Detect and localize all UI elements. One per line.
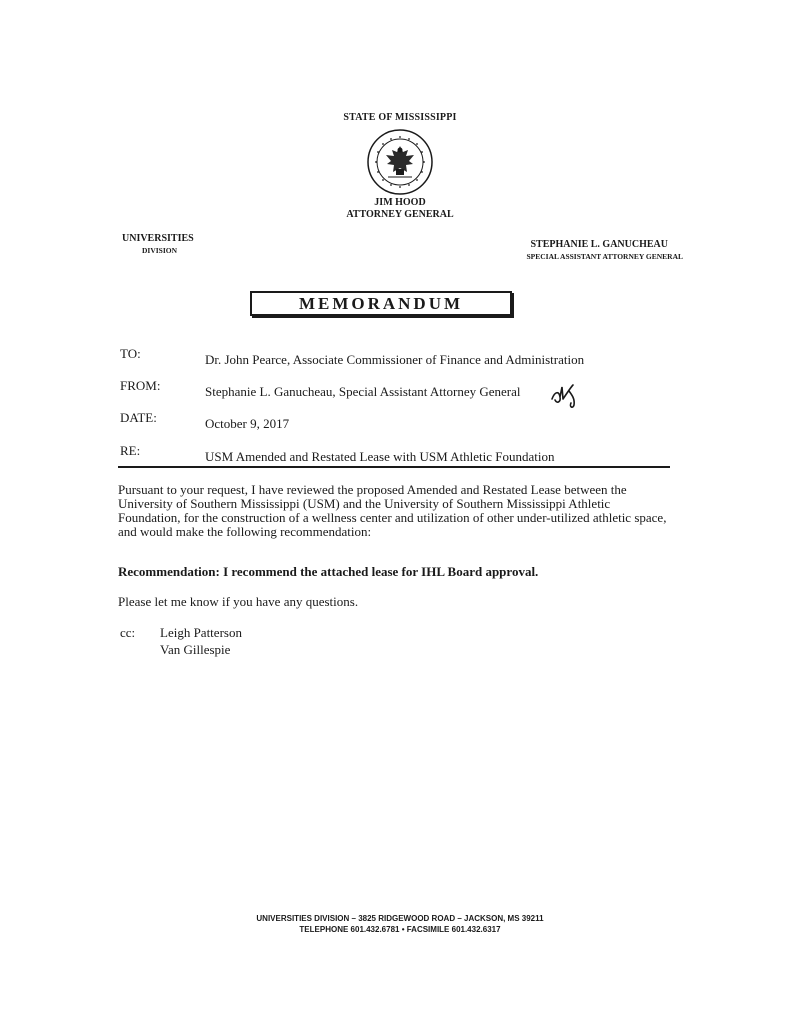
to-value: Dr. John Pearce, Associate Commissioner of Finance and Administration <box>205 352 585 367</box>
division-heading: UNIVERSITIES <box>122 233 194 244</box>
attorney-title: SPECIAL ASSISTANT ATTORNEY GENERAL <box>526 252 683 261</box>
ag-name: JIM HOOD <box>374 197 426 208</box>
footer-address: UNIVERSITIES DIVISION – 3825 RIDGEWOOD ROAD – JACKSON, MS 39211 <box>256 914 544 923</box>
date-value: October 9, 2017 <box>205 416 290 431</box>
cc-name: Leigh Patterson <box>160 625 242 640</box>
re-value: USM Amended and Restated Lease with USM Athletic Foundation <box>205 449 555 464</box>
recommendation: Recommendation: I recommend the attached lease for IHL Board approval. <box>118 564 539 579</box>
to-label: TO: <box>120 346 141 361</box>
ag-title: ATTORNEY GENERAL <box>346 209 454 220</box>
cc-name: Van Gillespie <box>160 642 231 657</box>
letterhead-state: STATE OF MISSISSIPPI <box>343 112 457 123</box>
attorney-name: STEPHANIE L. GANUCHEAU <box>530 239 668 250</box>
cc-label: cc: <box>120 625 136 640</box>
re-label: RE: <box>120 443 141 458</box>
memo-title: MEMORANDUM <box>250 291 512 316</box>
header-divider <box>118 466 670 468</box>
division-subheading: DIVISION <box>142 246 178 255</box>
signature-initials <box>549 381 589 411</box>
from-label: FROM: <box>120 378 161 393</box>
footer-contact: TELEPHONE 601.432.6781 • FACSIMILE 601.432.6317 <box>299 925 501 934</box>
state-seal <box>366 128 434 196</box>
date-label: DATE: <box>120 410 157 425</box>
closing-line: Please let me know if you have any questions. <box>118 594 359 609</box>
body-paragraph: Pursuant to your request, I have reviewed the proposed Amended and Restated Lease between the University of Southern Mississippi (USM) and the University of Southern Mississippi Athletic Foundation, for the construction of a wellness center and utilization of other under-utilized athletic space, and would make the following recommendation: <box>118 482 667 539</box>
from-value: Stephanie L. Ganucheau, Special Assistant Attorney General <box>205 384 521 399</box>
